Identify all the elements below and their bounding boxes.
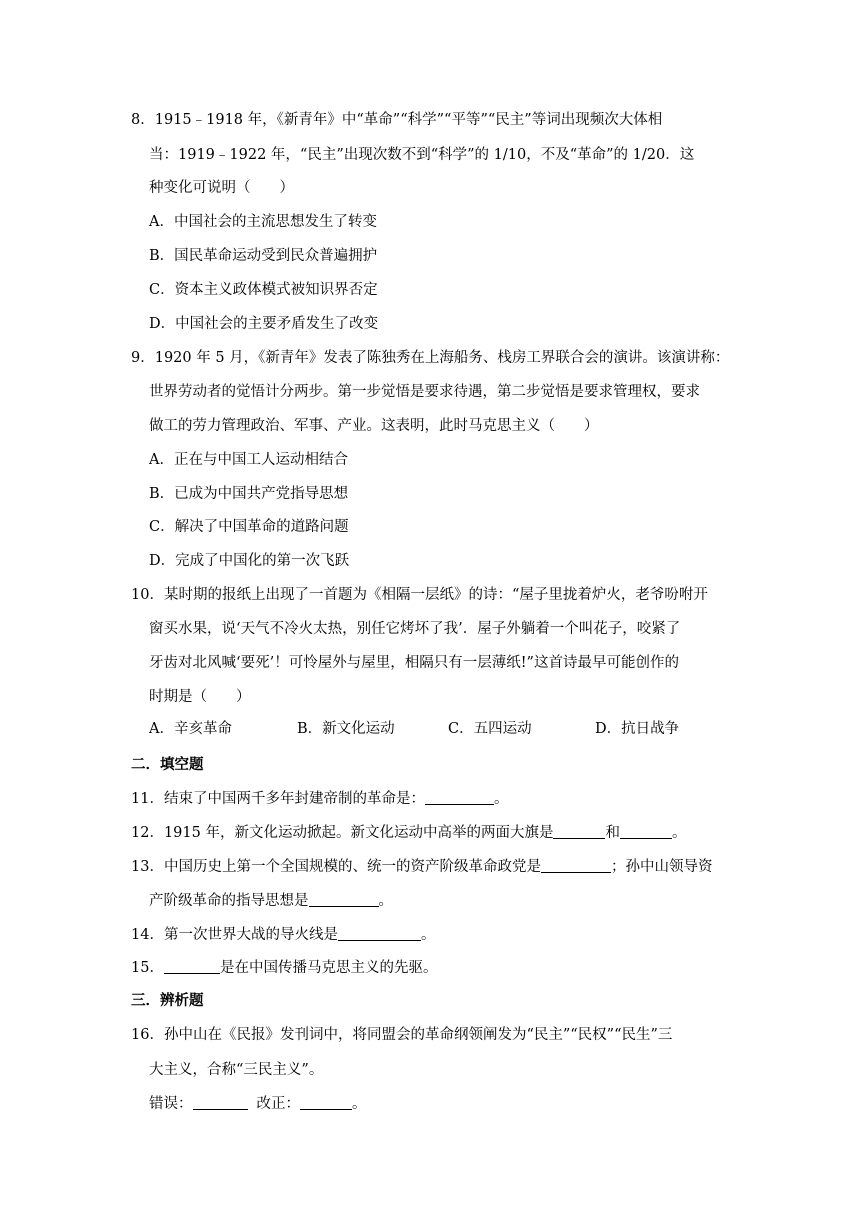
question-13-line-1 [131,857,712,877]
question-13-blank-1[interactable] [541,857,611,873]
question-9-stem-line-2: 世界劳动者的觉悟计分两步。第一步觉悟是要求待遇，第二步觉悟是要求管理权，要求 [149,384,700,400]
question-8-option-a[interactable]: A．中国社会的主流思想发生了转变 [149,214,377,230]
question-8-stem-line-3: 种变化可说明（ ） [149,180,294,196]
question-13-text: 13．中国历史上第一个全国规模的、统一的资产阶级革命政党是 [131,859,541,875]
question-11-text: 11．结束了中国两千多年封建帝制的革命是： [131,791,425,807]
question-16-answer [149,1094,367,1114]
question-10-stem-line-1: 10．某时期的报纸上出现了一首题为《相隔一层纸》的诗：“屋子里拢着炉火，老爷吩咐开 [131,587,708,603]
question-12-blank-1[interactable] [553,823,605,839]
question-16-end: 。 [352,1096,367,1112]
question-14-end: 。 [420,927,436,943]
question-8-option-d[interactable]: D．中国社会的主要矛盾发生了改变 [149,316,379,332]
section-2-heading: 二．填空题 [131,756,204,773]
question-9-option-a[interactable]: A．正在与中国工人运动相结合 [149,452,348,468]
section-3-heading: 三．辨析题 [131,992,204,1009]
question-12-text: 12．1915 年，新文化运动掀起。新文化运动中高举的两面大旗是 [131,825,554,841]
question-11-end: 。 [493,791,509,807]
question-10-option-c[interactable]: C．五四运动 [448,721,532,737]
question-8-stem-line-2: 当：1919﹣1922 年，“民主”出现次数不到“科学”的 1/10，不及“革命”的 1/20．这 [149,147,695,163]
question-9-stem-line-3: 做工的劳力管理政治、军事、产业。这表明，此时马克思主义（ ） [149,418,599,434]
question-9-option-b[interactable]: B．已成为中国共产党指导思想 [149,486,349,502]
question-13-blank-2[interactable] [309,891,379,907]
question-14-blank[interactable] [338,925,421,941]
question-11 [131,789,508,809]
question-15-number: 15． [131,960,164,976]
question-8-stem-line-1: 8．1915﹣1918 年，《新青年》中“革命”“科学”“平等”“民主”等词出现频次大体相 [131,112,663,128]
fix-blank[interactable] [300,1094,352,1110]
question-10-stem-line-2: 窗买水果，说‘天气不冷火太热，别任它烤坏了我’．屋子外躺着一个叫花子，咬紧了 [149,621,681,637]
question-9-stem-line-1: 9．1920 年 5 月，《新青年》发表了陈独秀在上海船务、栈房工界联合会的演讲。该演讲称： [131,350,730,366]
question-10-stem-line-4: 时期是（ ） [149,689,251,705]
question-13-line-2 [149,891,393,911]
question-10-option-b[interactable]: B．新文化运动 [297,721,395,737]
question-8-option-c[interactable]: C．资本主义政体模式被知识界否定 [149,282,378,298]
question-8-option-b[interactable]: B．国民革命运动受到民众普遍拥护 [149,248,378,264]
question-11-blank[interactable] [425,789,494,805]
question-14-text: 14．第一次世界大战的导火线是 [131,927,338,943]
error-label: 错误： [149,1096,193,1112]
question-12-end: 。 [671,825,687,841]
question-15 [131,958,437,978]
question-10-option-d[interactable]: D．抗日战争 [595,721,680,737]
question-16-line-1: 16．孙中山在《民报》发刊词中，将同盟会的革命纲领阐发为“民主”“民权”“民生”三 [131,1027,673,1043]
fix-label: 改正： [256,1096,300,1112]
question-10-stem-line-3: 牙齿对北风喊‘要死’！可怜屋外与屋里，相隔只有一层薄纸!”这首诗最早可能创作的 [149,655,679,671]
question-12 [131,823,686,843]
question-14 [131,925,435,945]
question-13-mid: ；孙中山领导资 [610,859,713,875]
question-9-option-c[interactable]: C．解决了中国革命的道路问题 [149,519,349,535]
error-blank[interactable] [193,1094,248,1110]
question-16-line-2: 大主义，合称“三民主义”。 [149,1062,324,1078]
question-15-text: 是在中国传播马克思主义的先驱。 [219,960,438,976]
question-15-blank[interactable] [164,958,220,974]
question-13-text-2: 产阶级革命的指导思想是 [149,893,309,909]
question-12-and: 和 [605,825,620,841]
question-10-option-a[interactable]: A．辛亥革命 [149,721,232,737]
question-13-end: 。 [378,893,393,909]
question-12-blank-2[interactable] [620,823,672,839]
question-9-option-d[interactable]: D．完成了中国化的第一次飞跃 [149,553,350,569]
